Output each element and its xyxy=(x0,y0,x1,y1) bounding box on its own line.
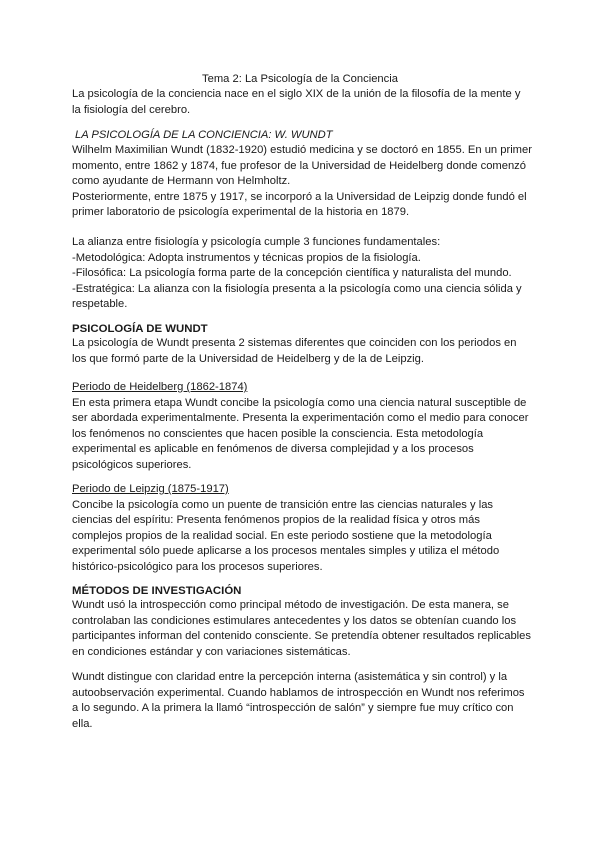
heidelberg-block xyxy=(72,380,532,473)
section-heading-psicologia: PSICOLOGÍA DE WUNDT xyxy=(72,323,208,335)
psicologia-paragraph: La psicología de Wundt presenta 2 sistemas diferentes que coinciden con los periodos en los que formó parte de la Universidad de Heidelberg y de la de Leipzig. xyxy=(72,337,517,365)
section-2-intro xyxy=(72,336,532,367)
leipzig-title: Periodo de Leipzig (1875-1917) xyxy=(72,483,229,495)
function-item: -Metodológica: Adopta instrumentos y técnicas propios de la fisiología. xyxy=(72,251,421,264)
leipzig-text: Concibe la psicología como un puente de transición entre las ciencias naturales y las ciencias del espíritu: Presenta fenómenos propios de la realidad física y otros más complejos propios de la realidad social. En este periodo sostiene que la metodología experimental sólo puede aplicarse a los procesos mentales simples y utiliza el método histórico-psicológico para los procesos superiores. xyxy=(72,498,500,573)
heidelberg-title: Periodo de Heidelberg (1862-1874) xyxy=(72,381,248,393)
section-1-heading xyxy=(75,128,535,144)
section-1-body xyxy=(72,143,532,221)
function-item: -Filosófica: La psicología forma parte de la concepción científica y naturalista del mundo. xyxy=(72,267,512,279)
section-3-body-2 xyxy=(72,670,532,732)
document-title: Tema 2: La Psicología de la Conciencia xyxy=(202,73,398,85)
section-heading-metodos: MÉTODOS DE INVESTIGACIÓN xyxy=(72,585,242,597)
leipzig-paragraph: Posteriormente, entre 1875 y 1917, se incorporó a la Universidad de Leipzig donde fundó el primer laboratorio de psicología experimental de la historia en 1879. xyxy=(72,190,527,218)
intro-paragraph xyxy=(72,87,532,118)
function-item: -Estratégica: La alianza con la fisiología presenta a la psicología como una ciencia sólida y respetable. xyxy=(72,282,522,310)
intro-text: La psicología de la conciencia nace en el siglo XIX de la unión de la filosofía de la mente y la fisiología del cerebro. xyxy=(72,88,521,116)
section-3-body-1 xyxy=(72,598,532,660)
metodos-paragraph-1: Wundt usó la introspección como principal método de investigación. De esta manera, se controlaban las condiciones estimulares antecedentes y los datos se obtenían cuando los participantes informan del contenido consciente. Se pretendía obtener resultados replicables en condiciones estándar y con variaciones sistemáticas. xyxy=(72,599,531,658)
section-heading-wundt: LA PSICOLOGÍA DE LA CONCIENCIA: W. WUNDT xyxy=(75,129,333,141)
alliance-block xyxy=(72,235,532,313)
wundt-bio-paragraph: Wilhelm Maximilian Wundt (1832-1920) estudió medicina y se doctoró en 1855. En un primer momento, entre 1862 y 1874, fue profesor de la Universidad de Heidelberg donde comenzó como ayudante de Hermann von Helmholtz. xyxy=(72,144,532,187)
heidelberg-text: En esta primera etapa Wundt concibe la psicología como una ciencia natural susceptible de ser abordada experimentalmente. Presenta la experimentación como el medio para conocer los fenómenos no conscientes que hacen posible la consciencia. Esta metodología experimental es aplicable en fenómenos de diversa complejidad y a los procesos psicológicos superiores. xyxy=(72,396,529,471)
leipzig-block xyxy=(72,482,532,575)
alliance-intro: La alianza entre fisiología y psicología cumple 3 funciones fundamentales: xyxy=(72,236,441,248)
metodos-paragraph-2: Wundt distingue con claridad entre la percepción interna (asistemática y sin control) y la autoobservación experimental. Cuando hablamos de introspección en Wundt nos referimos a lo segundo. A la primera la llamó “introspección de salón” y siempre fue muy crítico con ella. xyxy=(72,671,525,730)
